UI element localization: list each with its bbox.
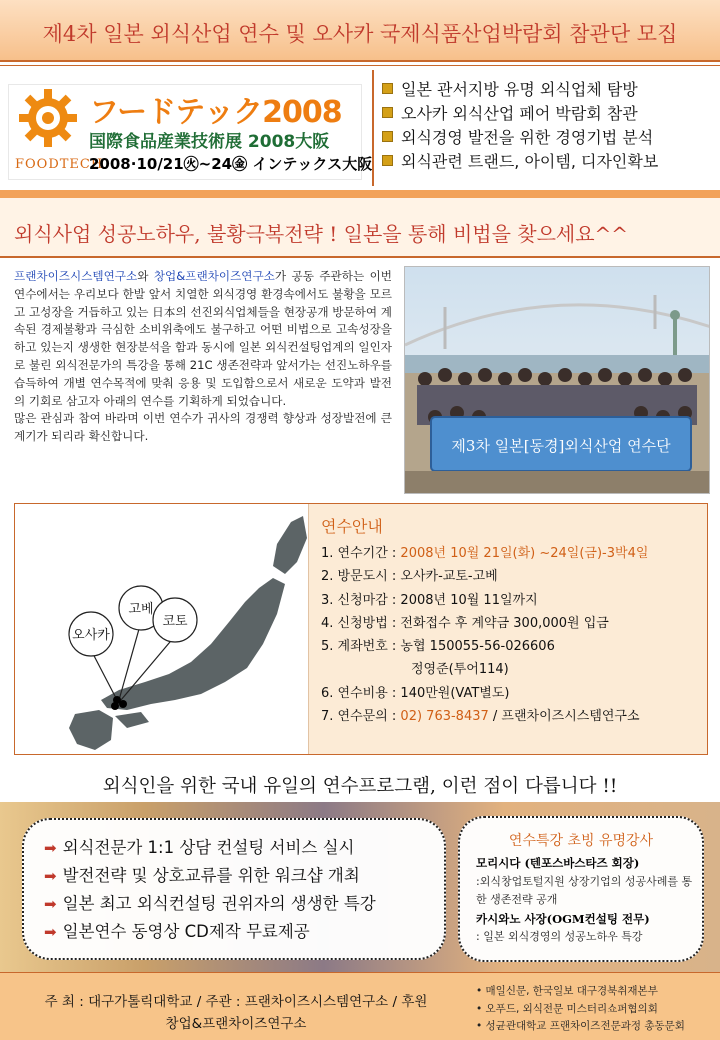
arrow-right-icon: ➡ (44, 867, 57, 885)
info-list (321, 542, 648, 728)
sponsor-list (476, 983, 685, 1036)
org-name: 프랜차이즈시스템연구소 (14, 269, 138, 283)
logo-brand: フードテック2008 (89, 95, 342, 130)
arrow-right-icon: ➡ (44, 923, 57, 941)
highlights-panel (372, 70, 720, 186)
lecturer-name: 카시와노 사장(OGM컨설팅 전무) (476, 911, 650, 926)
list-item: • 매일신문, 한국일보 대구경북취재본부 (476, 985, 658, 997)
list-item: 외식경영 발전을 위한 경영기법 분석 (382, 126, 658, 150)
arrow-right-icon: ➡ (44, 839, 57, 857)
lecturer-desc: :외식창업토털지원 상장기업의 성공사례를 통한 생존전략 공개 (476, 874, 693, 907)
footer (0, 972, 720, 1040)
info-item: 2. 방문도시 : 오사카-교토-고베 (321, 569, 498, 585)
list-item: ➡ 일본 최고 외식컨설팅 권위자의 생생한 특강 (44, 894, 376, 913)
lecturer-box (458, 816, 704, 962)
orange-band (0, 190, 720, 198)
title-bar (0, 0, 720, 62)
contact-phone: 02) 763-8437 (400, 709, 489, 725)
map-label-kobe: 고베 (128, 602, 154, 617)
list-item: • 오푸드, 외식전문 미스터리쇼퍼협의회 (476, 1002, 658, 1015)
lecturer-name: 모리시다 (텐포스바스타즈 회장) (476, 856, 640, 870)
organizers: 주 최 : 대구가톨릭대학교 / 주관 : 프랜차이즈시스템연구소 / 후원 창업&프랜차이즈연구소 (44, 994, 428, 1032)
slogan-banner (0, 198, 720, 258)
photo-banner-text: 제3차 일본[동경]외식산업 연수단 (451, 437, 671, 455)
group-photo-illustration (405, 267, 710, 494)
square-bullet-icon (382, 83, 393, 94)
highlights-list (382, 78, 658, 174)
square-bullet-icon (382, 131, 393, 142)
slogan-text: 외식사업 성공노하우, 불황극복전략 ! 일본을 통해 비법을 찾으세요^^ (14, 222, 629, 246)
lecturer-list (476, 854, 698, 947)
info-item: 4. 신청방법 : 전화접수 후 계약금 300,000원 입금 (321, 615, 609, 631)
info-item: 1. 연수기간 : 2008년 10월 21일(화) ~24일(금)-3박4일 (321, 546, 649, 561)
map-illustration (15, 504, 309, 754)
features-box (22, 818, 446, 960)
intro-paragraph: 프랜차이즈시스템연구소와 창업&프랜차이즈연구소가 공동 주관하는 이번 연수에서는 우리보다 한발 앞서 치열한 외식경영 환경속에서도 불황을 모르고 고성장을 거듭하고 있는 日本의 선진외식업체들을 현장공개 방문하여 계속된 경제불황과 극심한 소비위축에도 불구하고 어떤 비법으로 고속성장을 하고 있는지 생생한 현장분석을 함과 동시에 일본 외식컨설팅업계의 일인자로 불린 외식전문가의 특강을 통해 21C 생존전략과 앞서가는 선진노하우를 습득하여 개별 연수목적에 맞춰 응용 및 도입함으로서 새로운 도약과 발전의 기회로 삼고자 아래의 연수를 기획하게 되었습니다. 많은 관심과 참여 바라며 이번 연수가 귀사의 경쟁력 향상과 성장발전에 큰 계기가 되리라 확신합니다. (14, 269, 392, 444)
info-item: 7. 연수문의 : 02) 763-8437 / 프랜차이즈시스템연구소 (321, 709, 640, 725)
list-item: 오사카 외식산업 페어 박람회 참관 (382, 102, 658, 126)
list-item: 일본 관서지방 유명 외식업체 탐방 (382, 78, 658, 102)
info-title: 연수안내 (321, 517, 383, 536)
list-item: 외식관련 트랜드, 아이템, 디자인확보 (382, 150, 658, 174)
info-item: 정영준(투어114) (411, 662, 509, 678)
program-info-box (14, 503, 708, 755)
logo-dates: 2008·10/21㊋~24㊎ インテックス大阪 (89, 155, 373, 173)
lecturer-desc: : 일본 외식경영의 성공노하우 특강 (476, 930, 643, 944)
page-title: 제4차 일본 외식산업 연수 및 오사카 국제식품산업박람회 참관단 모집 (42, 22, 678, 46)
map-label-osaka: 오사카 (72, 628, 110, 643)
group-photo (404, 266, 710, 494)
lecturer-title: 연수특강 초빙 유명강사 (508, 833, 654, 849)
info-item: 3. 신청마감 : 2008년 10월 11일까지 (321, 592, 538, 608)
logo-subtitle: 国際食品産業技術展 2008大阪 (89, 132, 330, 152)
features-list (44, 834, 376, 946)
square-bullet-icon (382, 155, 393, 166)
info-item: 5. 계좌번호 : 농협 150055-56-026606 (321, 639, 555, 655)
program-headline: 외식인을 위한 국내 유일의 연수프로그램, 이런 점이 다릅니다 !! (102, 776, 618, 797)
gear-icon (17, 87, 79, 149)
square-bullet-icon (382, 107, 393, 118)
foodtech-wordmark: FOODTECH (15, 157, 104, 172)
title-divider (0, 65, 720, 66)
list-item: ➡ 일본연수 동영상 CD제작 무료제공 (44, 922, 310, 941)
list-item: ➡ 발전전략 및 상호교류를 위한 워크샵 개최 (44, 866, 360, 885)
list-item: • 성균관대학교 프랜차이즈전문과정 총동문회 (476, 1020, 685, 1032)
arrow-right-icon: ➡ (44, 895, 57, 913)
list-item: ➡ 외식전문가 1:1 상담 컨설팅 서비스 실시 (44, 838, 355, 857)
info-item: 6. 연수비용 : 140만원(VAT별도) (321, 685, 510, 701)
org-name: 창업&프랜차이즈연구소 (153, 269, 275, 283)
japan-map (15, 504, 309, 754)
foodtech-logo (8, 84, 373, 180)
map-label-kyoto: 코토 (162, 614, 188, 629)
